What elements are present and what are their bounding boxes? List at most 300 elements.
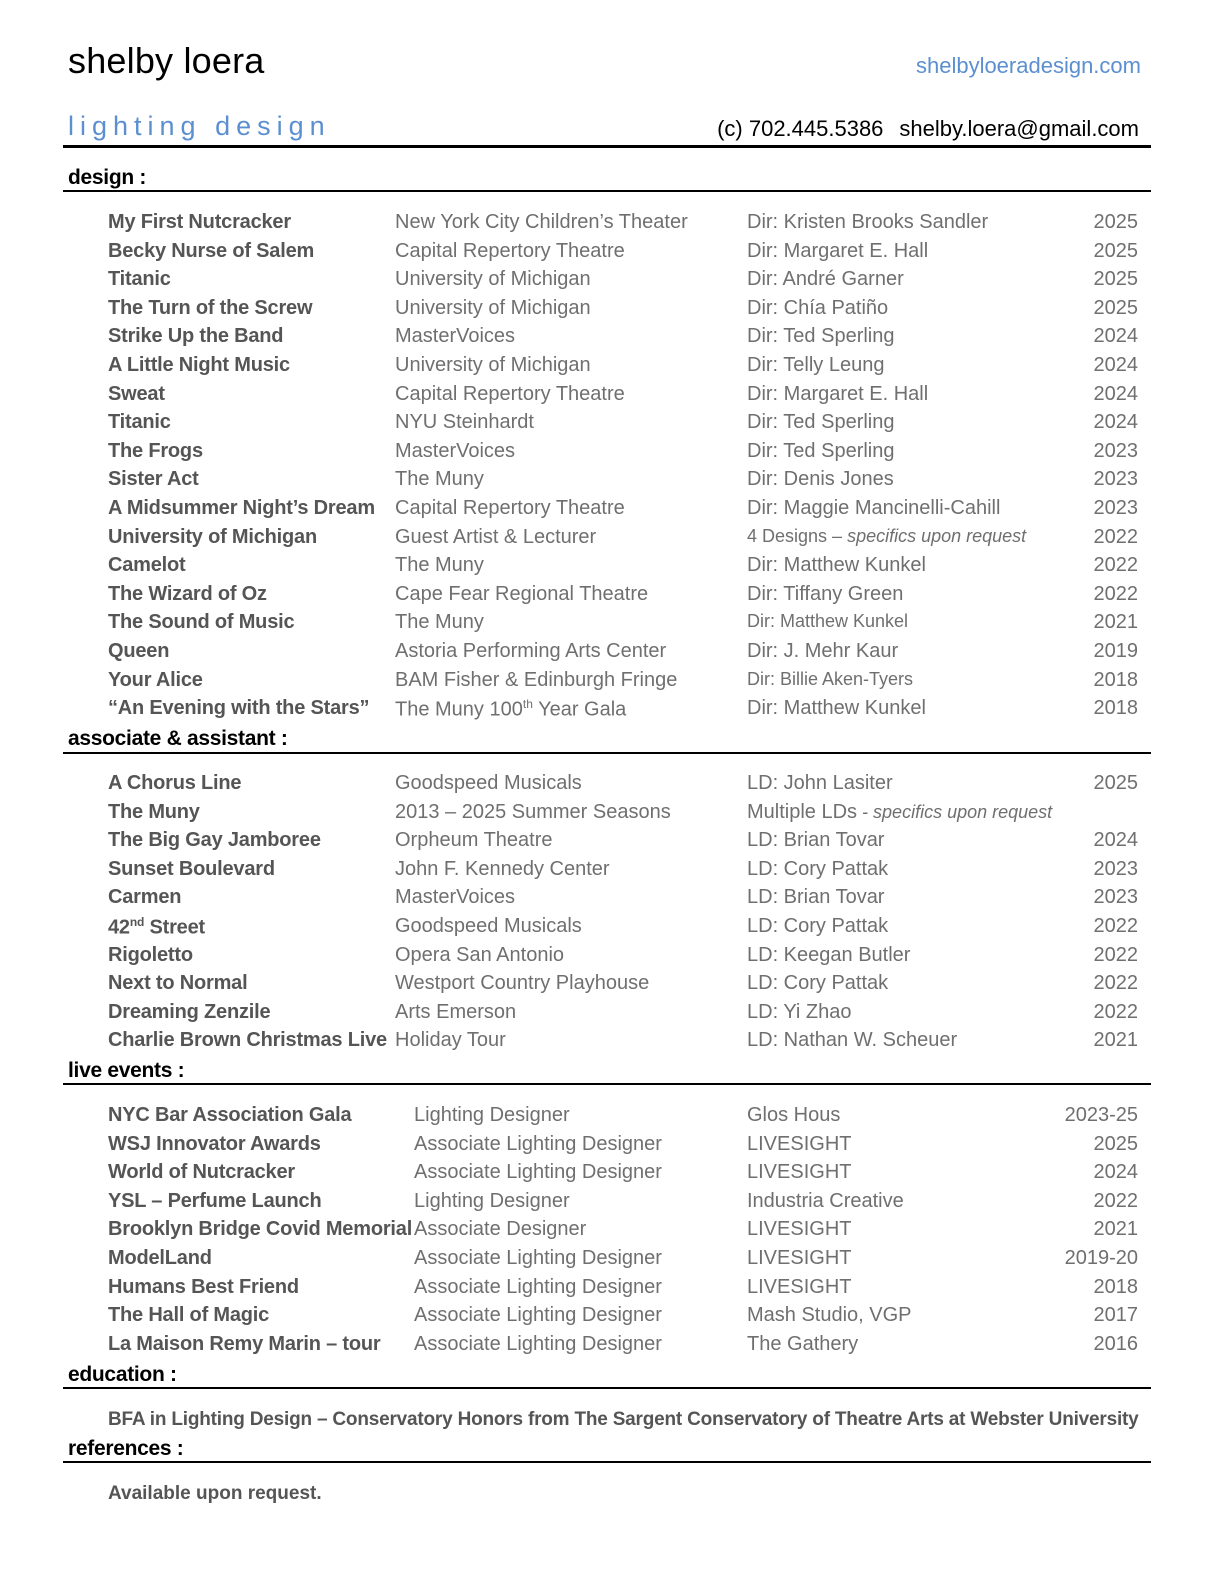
- entry-title: [108, 972, 247, 995]
- entry-venue-text: The Muny: [395, 468, 484, 491]
- list-item: [0, 772, 1226, 800]
- entry-credit-text: LIVESIGHT: [747, 1132, 852, 1155]
- entry-credit: [747, 829, 884, 852]
- entry-title: [108, 526, 317, 549]
- entry-year: 2019: [1093, 640, 1138, 662]
- section-divider: [63, 190, 1151, 192]
- list-item: [0, 886, 1226, 914]
- entry-title-text: The Hall of Magic: [108, 1304, 270, 1327]
- entry-venue: [395, 772, 582, 795]
- entry-credit-text: LD: Yi Zhao: [747, 1000, 852, 1023]
- entry-venue-text: 2013 – 2025 Summer Seasons: [395, 800, 671, 823]
- entry-credit: [747, 1304, 912, 1327]
- entry-title-text: My First Nutcracker: [108, 211, 291, 233]
- entry-title: [108, 583, 267, 606]
- entry-venue-text: Lighting Designer: [414, 1104, 570, 1126]
- header-divider: [63, 145, 1151, 148]
- entry-title-text: Sister Act: [108, 468, 199, 491]
- entry-venue-text: Orpheum Theatre: [395, 829, 553, 852]
- entry-venue: [395, 669, 677, 692]
- entry-title: [108, 1218, 412, 1241]
- entry-year: 2022: [1093, 972, 1138, 995]
- entry-venue: [395, 697, 626, 722]
- entry-credit: [747, 411, 894, 434]
- entry-venue: [395, 915, 582, 938]
- entry-venue-text: New York City Children’s Theater: [395, 211, 688, 233]
- entry-venue-text: Associate Lighting Designer: [414, 1304, 662, 1327]
- entry-credit-text: Mash Studio, VGP: [747, 1304, 912, 1327]
- entry-year: 2021: [1093, 611, 1138, 634]
- entry-year: 2021: [1093, 1218, 1138, 1241]
- entry-credit: [747, 772, 893, 795]
- entry-venue: [414, 1133, 662, 1156]
- entry-venue: [395, 526, 596, 549]
- entry-venue-text: Associate Lighting Designer: [414, 1247, 662, 1269]
- list-item: [0, 297, 1226, 325]
- entry-title: [108, 1333, 380, 1356]
- entry-title: [108, 611, 294, 634]
- entry-credit: [747, 944, 910, 967]
- entry-title-text: Rigoletto: [108, 943, 193, 966]
- list-item: [0, 411, 1226, 439]
- entry-credit-text: Dir: Tiffany Green: [747, 582, 904, 605]
- entry-title: [108, 1190, 321, 1213]
- list-item: [0, 915, 1226, 943]
- list-item: [0, 1161, 1226, 1189]
- entry-venue-text: The Muny: [395, 611, 484, 634]
- entry-venue: [414, 1247, 662, 1270]
- section-divider: [63, 1387, 1151, 1389]
- entry-venue: [395, 440, 515, 463]
- entry-year: 2023: [1093, 857, 1138, 880]
- section-divider: [63, 1461, 1151, 1463]
- entry-credit: [747, 972, 888, 995]
- entry-venue-text: Cape Fear Regional Theatre: [395, 582, 649, 605]
- resume-subtitle: lighting design: [68, 111, 331, 141]
- entry-venue-text: Capital Repertory Theatre: [395, 239, 625, 262]
- entry-venue-text: Capital Repertory Theatre: [395, 382, 625, 405]
- entry-title-text: The Turn of the Screw: [108, 296, 313, 319]
- list-item: [0, 325, 1226, 353]
- entry-year: 2025: [1093, 772, 1138, 794]
- entry-title: [108, 440, 203, 463]
- entry-venue-text: Holiday Tour: [395, 1029, 506, 1052]
- entry-title: [108, 1276, 299, 1299]
- entry-venue: [395, 354, 591, 377]
- entry-credit-text: LIVESIGHT: [747, 1275, 852, 1298]
- entry-credit-text: LD: Brian Tovar: [747, 886, 885, 909]
- list-item: [0, 354, 1226, 382]
- list-item: [0, 497, 1226, 525]
- entry-venue: [395, 468, 484, 491]
- list-item: [0, 1218, 1226, 1246]
- section-divider: [63, 752, 1151, 754]
- entry-title-text: Sweat: [108, 382, 165, 405]
- entry-title: [108, 1029, 387, 1052]
- entry-title-text: Titanic: [108, 411, 171, 434]
- entry-year: 2022: [1093, 525, 1138, 548]
- entry-title: [108, 411, 171, 434]
- entry-venue: [414, 1190, 570, 1213]
- entry-venue-text: MasterVoices: [395, 325, 516, 348]
- entry-credit-text: Multiple LDs: [747, 800, 858, 823]
- entry-venue: [414, 1276, 662, 1299]
- entry-credit-text: Dir: Matthew Kunkel: [747, 697, 926, 720]
- entry-venue-text: MasterVoices: [395, 886, 516, 909]
- entry-credit: [747, 297, 888, 320]
- entry-venue: [395, 497, 625, 520]
- entry-title: [108, 915, 205, 940]
- entry-title-text: Strike Up the Band: [108, 325, 284, 348]
- entry-credit: [747, 354, 884, 377]
- entry-credit-text: Dir: Margaret E. Hall: [747, 239, 929, 262]
- entry-venue-text: Goodspeed Musicals: [395, 772, 582, 794]
- list-item: [0, 1104, 1226, 1132]
- entry-credit: [747, 858, 888, 881]
- entry-venue-text: MasterVoices: [395, 439, 516, 462]
- list-item: [0, 611, 1226, 639]
- entry-venue: [395, 325, 515, 348]
- entry-credit-text: Dir: Denis Jones: [747, 468, 894, 491]
- list-item: [0, 1133, 1226, 1161]
- list-item: [0, 669, 1226, 697]
- entry-credit-text: Glos Hous: [747, 1104, 841, 1126]
- entry-credit-text: The Gathery: [747, 1332, 859, 1355]
- entry-venue-text: Associate Lighting Designer: [414, 1275, 662, 1298]
- entry-venue: [395, 554, 484, 577]
- list-item: [0, 640, 1226, 668]
- entry-year: 2024: [1093, 354, 1138, 376]
- entry-credit-text: Dir: Billie Aken-Tyers: [747, 668, 914, 689]
- entry-year: 2022: [1093, 915, 1138, 937]
- entry-credit: [747, 383, 928, 406]
- entry-credit: [747, 1276, 851, 1299]
- entry-year: 2022: [1093, 943, 1138, 966]
- entry-title-text: A Chorus Line: [108, 772, 242, 794]
- entry-credit: [747, 1133, 851, 1156]
- entry-title-text: The Big Gay Jamboree: [108, 829, 321, 852]
- entry-credit: [747, 1218, 851, 1241]
- entry-year: 2025: [1093, 239, 1138, 262]
- entry-title-text: Charlie Brown Christmas Live: [108, 1029, 387, 1052]
- list-item: [0, 468, 1226, 496]
- entry-title: [108, 944, 193, 967]
- list-item: [0, 240, 1226, 268]
- entry-year: 2024: [1093, 1161, 1138, 1184]
- entry-title-text: World of Nutcracker: [108, 1161, 295, 1184]
- entry-credit: [747, 801, 1052, 824]
- entry-venue-text: Associate Lighting Designer: [414, 1132, 662, 1155]
- entry-venue: [395, 583, 648, 606]
- entry-venue-text: Associate Lighting Designer: [414, 1332, 662, 1355]
- entry-credit: [747, 497, 1000, 520]
- entry-venue: [414, 1104, 570, 1127]
- entry-venue: [395, 829, 553, 852]
- entry-venue: [395, 972, 649, 995]
- list-item: [0, 1276, 1226, 1304]
- entry-venue: [395, 1029, 506, 1052]
- entry-title: [108, 1001, 270, 1024]
- entry-venue: [395, 944, 564, 967]
- entry-credit-text: LIVESIGHT: [747, 1218, 852, 1241]
- entry-year: 2023-25: [1064, 1104, 1138, 1126]
- entry-year: 2023: [1093, 468, 1138, 491]
- list-item: [0, 554, 1226, 582]
- entry-credit-text: Dir: J. Mehr Kaur: [747, 640, 899, 662]
- entry-title-text: 42: [108, 916, 130, 939]
- entry-title-text: Becky Nurse of Salem: [108, 239, 315, 262]
- entry-title-text: NYC Bar Association Gala: [108, 1104, 352, 1126]
- entry-credit: [747, 554, 926, 577]
- entry-venue-superscript: th: [522, 697, 533, 712]
- entry-title: [108, 1161, 295, 1184]
- entry-credit: [747, 1001, 852, 1024]
- entry-title: [108, 858, 275, 881]
- references-entry: Available upon request.: [108, 1483, 322, 1504]
- entry-credit: [747, 440, 894, 463]
- entry-year: 2023: [1093, 497, 1138, 519]
- entry-venue: [395, 611, 484, 634]
- entry-title-text: “An Evening with the Stars”: [108, 697, 370, 720]
- entry-title-text: Humans Best Friend: [108, 1275, 299, 1298]
- entry-credit: [747, 1161, 851, 1184]
- entry-venue-text: University of Michigan: [395, 354, 591, 376]
- section-heading-live-events: live events :: [68, 1059, 185, 1082]
- list-item: [0, 1001, 1226, 1029]
- entry-title: [108, 268, 171, 291]
- section-divider: [63, 1083, 1151, 1085]
- entry-credit-text: LD: Cory Pattak: [747, 972, 889, 995]
- entry-year: 2018: [1093, 668, 1138, 691]
- entry-credit-text: Dir: Maggie Mancinelli-Cahill: [747, 497, 1001, 519]
- entry-title-text: A Midsummer Night’s Dream: [108, 497, 375, 519]
- entry-title-text: Your Alice: [108, 668, 203, 691]
- entry-credit: [747, 526, 1026, 547]
- email-address[interactable]: shelby.loera@gmail.com: [899, 116, 1139, 141]
- entry-title: [108, 240, 314, 263]
- entry-year: 2017: [1093, 1304, 1138, 1327]
- entry-title-text: The Frogs: [108, 439, 203, 462]
- entry-credit: [747, 611, 908, 632]
- section-heading-associate: associate & assistant :: [68, 727, 288, 750]
- entry-title-text: Camelot: [108, 554, 186, 577]
- entry-title-text: YSL – Perfume Launch: [108, 1189, 322, 1212]
- entry-venue-text: Astoria Performing Arts Center: [395, 640, 667, 662]
- phone-number: (c) 702.445.5386: [717, 116, 884, 141]
- entry-credit: [747, 915, 888, 938]
- entry-credit-text: Dir: André Garner: [747, 268, 904, 291]
- entry-year: 2018: [1093, 697, 1138, 720]
- entry-title-superscript: nd: [129, 915, 145, 929]
- entry-credit: [747, 1190, 904, 1213]
- entry-venue: [395, 801, 671, 824]
- list-item: [0, 697, 1226, 725]
- entry-year: 2021: [1093, 1029, 1138, 1052]
- entry-title: [108, 211, 291, 234]
- entry-credit: [747, 886, 884, 909]
- entry-title: [108, 669, 203, 692]
- entry-year: 2025: [1093, 268, 1138, 291]
- entry-venue-text: Opera San Antonio: [395, 943, 565, 966]
- entry-credit-note: - specifics upon request: [857, 801, 1053, 822]
- entry-title-text: The Muny: [108, 800, 200, 823]
- entry-venue: [395, 297, 591, 320]
- entry-title: [108, 1133, 321, 1156]
- entry-credit-note: specifics upon request: [847, 525, 1027, 546]
- list-item: [0, 383, 1226, 411]
- entry-venue-text: The Muny 100: [395, 698, 523, 721]
- entry-venue: [395, 211, 688, 234]
- entry-venue: [395, 268, 591, 291]
- entry-title-suffix: Street: [144, 916, 205, 939]
- entry-title: [108, 554, 186, 577]
- entry-venue-text: Associate Lighting Designer: [414, 1161, 662, 1184]
- list-item: [0, 1247, 1226, 1275]
- entry-title-text: La Maison Remy Marin – tour: [108, 1332, 381, 1355]
- entry-venue-text: John F. Kennedy Center: [395, 857, 610, 880]
- entry-title: [108, 383, 165, 406]
- entry-venue-text: Capital Repertory Theatre: [395, 497, 625, 519]
- entry-venue: [395, 383, 625, 406]
- list-item: [0, 1190, 1226, 1218]
- entry-venue-text: The Muny: [395, 554, 484, 577]
- entry-credit-text: Dir: Ted Sperling: [747, 411, 895, 434]
- entry-title: [108, 1247, 212, 1270]
- entry-title-text: Brooklyn Bridge Covid Memorial: [108, 1218, 413, 1241]
- entry-title: [108, 801, 200, 824]
- entry-credit: [747, 583, 903, 606]
- entry-venue-text: Goodspeed Musicals: [395, 915, 582, 937]
- entry-title-text: Carmen: [108, 886, 182, 909]
- entry-title: [108, 297, 312, 320]
- entry-venue-text: Westport Country Playhouse: [395, 972, 650, 995]
- entry-year: 2024: [1093, 382, 1138, 405]
- entry-credit: [747, 468, 894, 491]
- entry-year: 2022: [1093, 1000, 1138, 1023]
- entry-venue: [414, 1304, 662, 1327]
- entry-title-text: Queen: [108, 640, 170, 662]
- entry-title: [108, 697, 369, 720]
- entry-credit: [747, 211, 988, 234]
- entry-venue: [414, 1161, 662, 1184]
- list-item: [0, 858, 1226, 886]
- entry-credit: [747, 325, 894, 348]
- entry-title: [108, 1304, 269, 1327]
- list-item: [0, 211, 1226, 239]
- entry-credit: [747, 1029, 957, 1052]
- entry-venue: [395, 411, 534, 434]
- entry-title-text: ModelLand: [108, 1247, 212, 1269]
- entry-venue-text: University of Michigan: [395, 296, 591, 319]
- list-item: [0, 944, 1226, 972]
- entry-title-text: A Little Night Music: [108, 354, 290, 376]
- entry-credit-text: Industria Creative: [747, 1189, 904, 1212]
- entry-credit-text: Dir: Chía Patiño: [747, 296, 889, 319]
- entry-credit-text: LD: Brian Tovar: [747, 829, 885, 852]
- entry-title: [108, 497, 375, 520]
- entry-title-text: The Wizard of Oz: [108, 582, 267, 605]
- list-item: [0, 1333, 1226, 1361]
- entry-venue-text: Lighting Designer: [414, 1189, 570, 1212]
- entry-credit-text: LD: Cory Pattak: [747, 915, 889, 937]
- entry-title: [108, 325, 283, 348]
- entry-year: 2016: [1093, 1332, 1138, 1355]
- entry-credit-text: Dir: Ted Sperling: [747, 439, 895, 462]
- entry-credit: [747, 1333, 858, 1356]
- entry-title: [108, 772, 241, 795]
- entry-year: 2025: [1093, 1132, 1138, 1155]
- entry-title-text: University of Michigan: [108, 525, 317, 548]
- entry-year: 2025: [1093, 211, 1138, 233]
- entry-credit-text: LD: Cory Pattak: [747, 857, 889, 880]
- section-heading-education: education :: [68, 1363, 177, 1386]
- section-heading-design: design :: [68, 166, 147, 189]
- entry-credit-text: LD: John Lasiter: [747, 772, 893, 794]
- entry-title: [108, 354, 290, 377]
- entry-credit-text: Dir: Matthew Kunkel: [747, 554, 926, 577]
- entry-year: 2023: [1093, 439, 1138, 462]
- entry-venue: [414, 1333, 662, 1356]
- entry-credit: [747, 640, 898, 663]
- entry-credit: [747, 1247, 851, 1270]
- entry-title: [108, 640, 169, 663]
- entry-venue: [395, 240, 625, 263]
- website-link[interactable]: shelbyloeradesign.com: [915, 53, 1141, 78]
- list-item: [0, 972, 1226, 1000]
- entry-venue-text: BAM Fisher & Edinburgh Fringe: [395, 668, 678, 691]
- entry-credit: [747, 669, 913, 690]
- entry-credit: [747, 240, 928, 263]
- entry-title-text: WSJ Innovator Awards: [108, 1132, 321, 1155]
- list-item: [0, 526, 1226, 554]
- section-heading-references: references :: [68, 1437, 184, 1460]
- resume-name: shelby loera: [68, 40, 265, 81]
- entry-year: 2024: [1093, 325, 1138, 348]
- entry-title-text: Next to Normal: [108, 972, 248, 995]
- entry-venue-text: Arts Emerson: [395, 1000, 517, 1023]
- entry-credit-text: LIVESIGHT: [747, 1161, 852, 1184]
- entry-title: [108, 886, 181, 909]
- entry-venue-text: Associate Designer: [414, 1218, 587, 1241]
- entry-venue-text: University of Michigan: [395, 268, 591, 291]
- entry-year: 2022: [1093, 582, 1138, 605]
- list-item: [0, 829, 1226, 857]
- entry-venue: [395, 640, 666, 663]
- entry-credit-text: LD: Nathan W. Scheuer: [747, 1029, 958, 1052]
- entry-year: 2022: [1093, 554, 1138, 577]
- contact-info: [717, 116, 1139, 142]
- entry-venue: [395, 1001, 516, 1024]
- entry-credit-text: 4 Designs –: [747, 525, 843, 546]
- entry-credit: [747, 1104, 840, 1127]
- list-item: [0, 1029, 1226, 1057]
- entry-title-text: The Sound of Music: [108, 611, 295, 634]
- entry-title-text: Dreaming Zenzile: [108, 1000, 271, 1023]
- entry-credit-text: Dir: Matthew Kunkel: [747, 611, 909, 632]
- entry-credit-text: LIVESIGHT: [747, 1247, 852, 1269]
- entry-title-text: Sunset Boulevard: [108, 857, 275, 880]
- list-item: [0, 583, 1226, 611]
- entry-year: 2022: [1093, 1189, 1138, 1212]
- education-entry: BFA in Lighting Design – Conservatory Honors from The Sargent Conservatory of Theatre Arts at Webster University: [108, 1409, 1139, 1430]
- entry-credit-text: Dir: Margaret E. Hall: [747, 382, 929, 405]
- entry-year: 2024: [1093, 411, 1138, 434]
- entry-credit-text: Dir: Kristen Brooks Sandler: [747, 211, 989, 233]
- entry-credit-text: LD: Keegan Butler: [747, 943, 911, 966]
- entry-year: 2024: [1093, 829, 1138, 852]
- entry-year: 2019-20: [1064, 1247, 1138, 1269]
- entry-venue-text: Guest Artist & Lecturer: [395, 525, 597, 548]
